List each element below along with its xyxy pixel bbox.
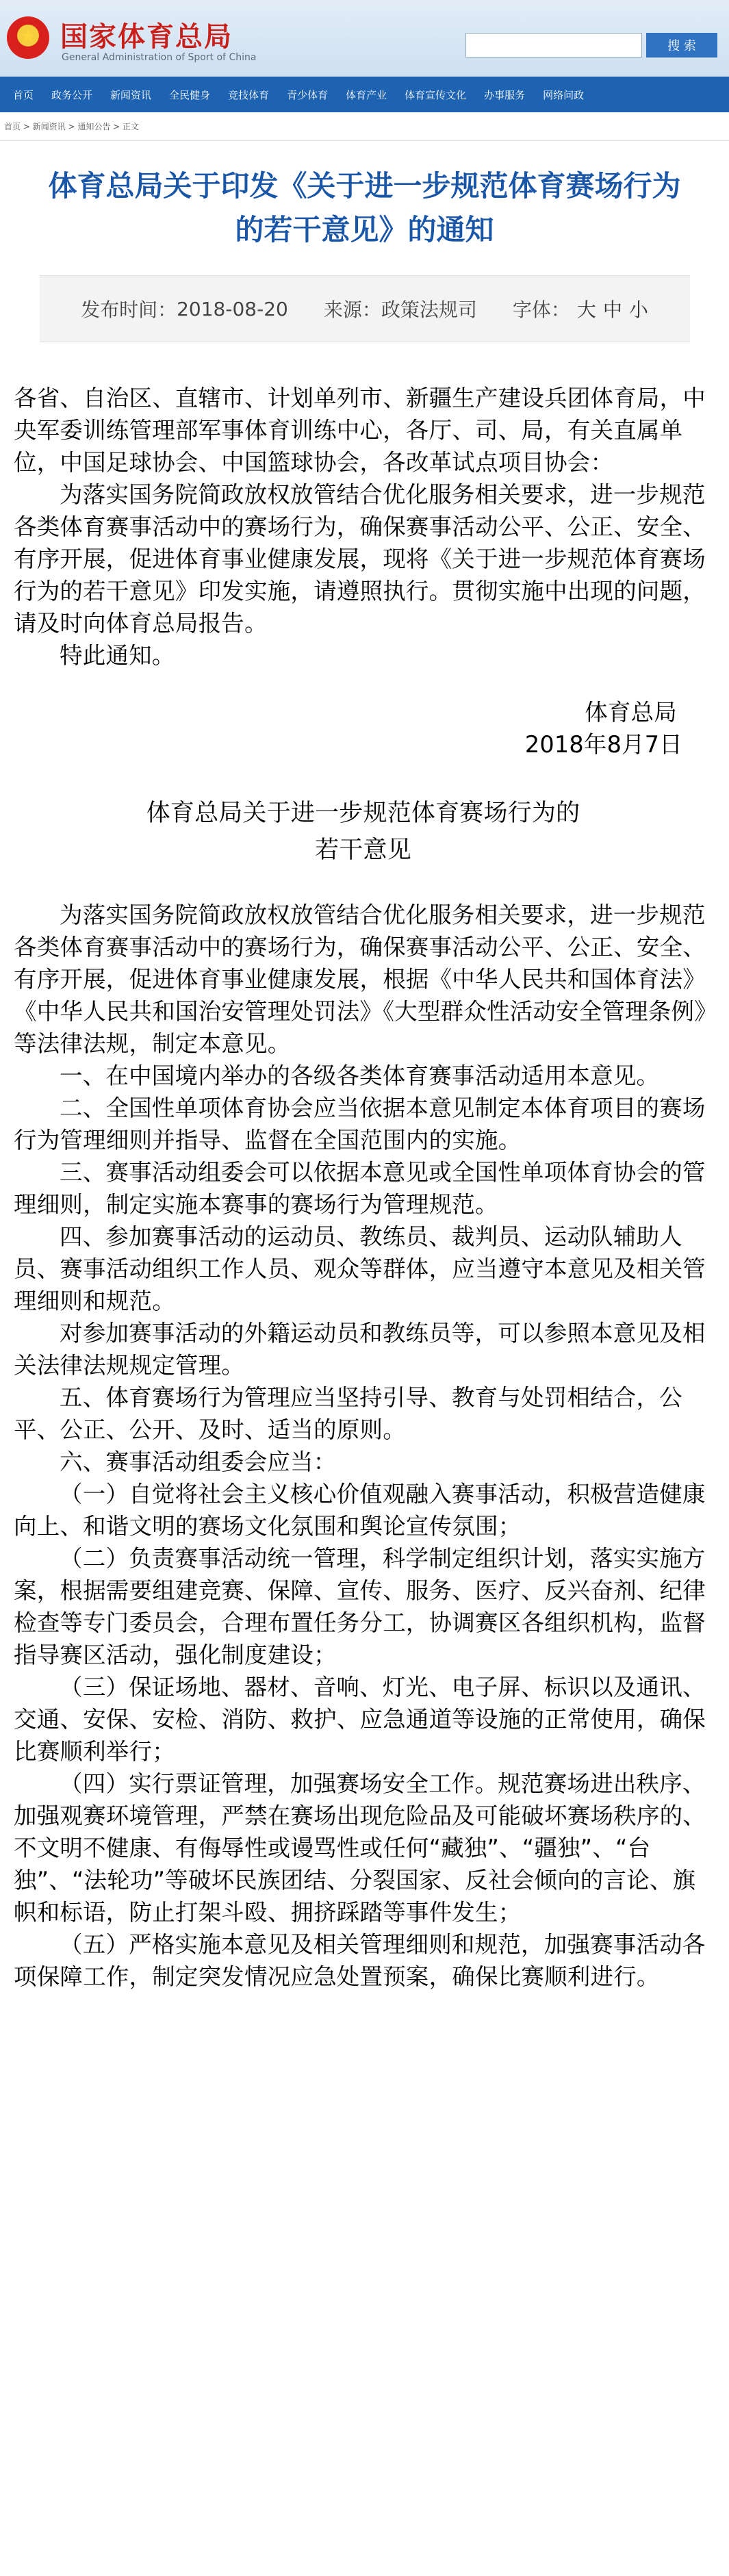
- nav-item-sports-culture[interactable]: 体育宣传文化: [405, 88, 467, 101]
- main-nav: [0, 77, 729, 112]
- body-paragraph: 一、在中国境内举办的各级各类体育赛事活动适用本意见。: [60, 1062, 660, 1089]
- body-paragraph: （五）严格实施本意见及相关管理细则和规范，加强赛事活动各项保障工作，制定突发情况应急处置预案，确保比赛顺利进行。: [14, 1931, 706, 1990]
- attachment-title: [14, 795, 713, 869]
- nav-item-government-affairs[interactable]: 政务公开: [51, 88, 93, 101]
- site-subtitle: General Administration of Sport of China: [62, 52, 257, 63]
- search-button[interactable]: 搜 索: [646, 33, 717, 58]
- font-size-large[interactable]: 大: [576, 298, 596, 321]
- breadcrumb[interactable]: 首页 > 新闻资讯 > 通知公告 > 正文: [0, 112, 729, 141]
- body-paragraph: （三）保证场地、器材、音响、灯光、电子屏、标识以及通讯、交通、安保、安检、消防、救护、应急通道等设施的正常使用，确保比赛顺利举行；: [14, 1674, 706, 1765]
- body-paragraph: 四、参加赛事活动的运动员、教练员、裁判员、运动队辅助人员、赛事活动组织工作人员、观众等群体，应当遵守本意见及相关管理细则和规范。: [14, 1223, 706, 1314]
- font-size-label: 字体：: [512, 298, 570, 321]
- salutation: 各省、自治区、直辖市、计划单列市、新疆生产建设兵团体育局，中央军委训练管理部军事体育训练中心，各厅、司、局，有关直属单位，中国足球协会、中国篮球协会，各改革试点项目协会：: [14, 385, 706, 476]
- body-paragraph: 对参加赛事活动的外籍运动员和教练员等，可以参照本意见及相关法律法规规定管理。: [14, 1320, 706, 1379]
- nav-item-sports-industry[interactable]: 体育产业: [346, 88, 387, 101]
- notice-paragraph: 为落实国务院简政放权放管结合优化服务相关要求，进一步规范各类体育赛事活动中的赛场行为，确保赛事活动公平、公正、安全、有序开展，促进体育事业健康发展，现将《关于进一步规范体育赛场行为的若干意见》印发实施，请遵照执行。贯彻实施中出现的问题，请及时向体育总局报告。: [14, 481, 706, 637]
- nav-item-online-inquiry[interactable]: 网络问政: [543, 88, 585, 101]
- nav-item-fitness[interactable]: 全民健身: [169, 88, 211, 101]
- source-label: 来源：: [323, 298, 381, 321]
- nav-item-news[interactable]: 新闻资讯: [110, 88, 152, 101]
- publish-date: 2018-08-20: [177, 297, 288, 320]
- source-value: 政策法规司: [381, 298, 477, 321]
- article-meta-bar: [40, 275, 690, 342]
- body-paragraph: （四）实行票证管理，加强赛场安全工作。规范赛场进出秩序、加强观赛环境管理，严禁在赛场出现危险品及可能破坏赛场秩序的、不文明不健康、有侮辱性或谩骂性或任何“藏独”、“疆独”、“台独”、“法轮功”等破坏民族团结、分裂国家、反社会倾向的言论、旗帜和标语，防止打架斗殴、拥挤踩踏等事件发生；: [14, 1770, 706, 1926]
- article-title-line-2: 的若干意见》的通知: [235, 213, 494, 246]
- nav-item-services[interactable]: 办事服务: [484, 88, 526, 101]
- body-paragraph: 五、体育赛场行为管理应当坚持引导、教育与处罚相结合，公平、公正、公开、及时、适当的原则。: [14, 1384, 682, 1443]
- search-input[interactable]: [465, 33, 642, 58]
- site-title[interactable]: 国家体育总局: [60, 21, 233, 53]
- body-paragraph: （一）自觉将社会主义核心价值观融入赛事活动，积极营造健康向上、和谐文明的赛场文化氛围和舆论宣传氛围；: [14, 1481, 706, 1540]
- attachment-title-line-2: 若干意见: [315, 837, 411, 864]
- article-title-line-1: 体育总局关于印发《关于进一步规范体育赛场行为: [48, 169, 681, 203]
- body-paragraph: （二）负责赛事活动统一管理，科学制定组织计划，落实实施方案，根据需要组建竞赛、保障、宣传、服务、医疗、反兴奋剂、纪律检查等专门委员会，合理布置任务分工，协调赛区各组织机构，监督指导赛区活动，强化制度建设；: [14, 1545, 706, 1668]
- article-content: [0, 382, 729, 1993]
- national-emblem-icon: [7, 16, 49, 59]
- nav-item-home[interactable]: 首页: [13, 88, 34, 101]
- nav-item-competitive-sports[interactable]: 竞技体育: [228, 88, 270, 101]
- body-paragraph: 二、全国性单项体育协会应当依据本意见制定本体育项目的赛场行为管理细则并指导、监督在全国范围内的实施。: [14, 1095, 706, 1153]
- site-header: [0, 0, 729, 77]
- signature: 体育总局: [585, 699, 677, 726]
- signature-date: 2018年8月7日: [524, 731, 682, 758]
- nav-item-youth-sports[interactable]: 青少体育: [287, 88, 329, 101]
- body-paragraph: 为落实国务院简政放权放管结合优化服务相关要求，进一步规范各类体育赛事活动中的赛场行为，确保赛事活动公平、公正、安全、有序开展，促进体育事业健康发展，根据《中华人民共和国体育法》《中华人民共和国治安管理处罚法》《大型群众性活动安全管理条例》等法律法规，制定本意见。: [14, 902, 706, 1057]
- attachment-title-line-1: 体育总局关于进一步规范体育赛场行为的: [146, 800, 580, 827]
- body-paragraph: 六、赛事活动组委会应当：: [60, 1449, 337, 1475]
- publish-label: 发布时间：: [81, 298, 177, 321]
- article-title: [23, 164, 707, 252]
- font-size-medium[interactable]: 中: [602, 298, 622, 321]
- body-paragraph: 三、赛事活动组委会可以依据本意见或全国性单项体育协会的管理细则，制定实施本赛事的赛场行为管理规范。: [14, 1159, 706, 1218]
- notice-closing: 特此通知。: [60, 642, 175, 669]
- font-size-small[interactable]: 小: [628, 298, 648, 321]
